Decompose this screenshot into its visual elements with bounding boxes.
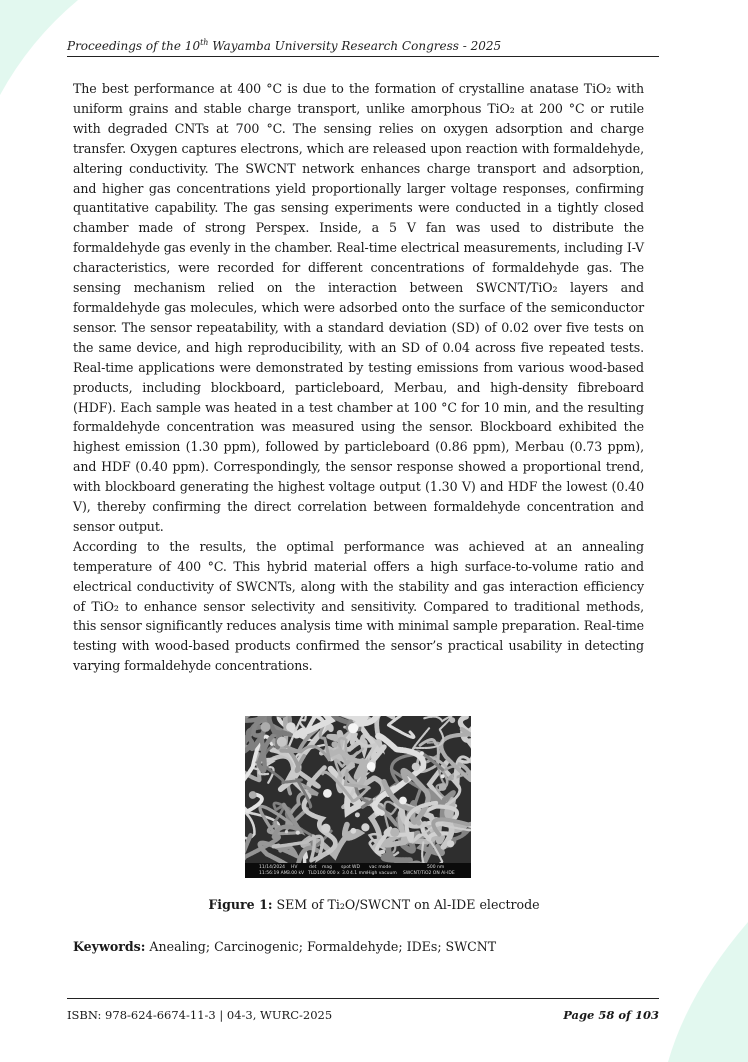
paragraph-results: The best performance at 400 °C is due to the formation of crystalline anatase TiO₂ with uniform grains and stable charge transport, unlike amorphous TiO₂ at 200 °C or rutile with degraded CNTs at 700 °C. The sensing relies on oxygen adsorption and charge transfer. Oxygen captures electrons, which are released upon reaction with formaldehyde, altering conductivity. The SWCNT network enhances charge transport and adsorption, and higher gas concentrations yield proportionally larger voltage responses, confirming quantitative capability. The gas sensing experiments were conducted in a tightly closed chamber made of strong Perspex. Inside, a 5 V fan was used to distribute the formaldehyde gas evenly in the chamber. Real-time electrical measurements, including I-V characteristics, were recorded for different concentrations of formaldehyde gas. The sensing mechanism relied on the interaction between SWCNT/TiO₂ layers and formaldehyde gas molecules, which were adsorbed onto the surface of the semiconductor sensor. The sensor repeatability, with a standard deviation (SD) of 0.02 over five tests on the same device, and high reproducibility, with an SD of 0.04 across five repeated tests. Real-time applications were demonstrated by testing emissions from various wood-based products, including blockboard, particleboard, Merbau, and high-density fibreboard (HDF). Each sample was heated in a test chamber at 100 °C for 10 min, and the resulting formaldehyde concentration was measured using the sensor. Blockboard exhibited the highest emission (1.30 ppm), followed by particleboard (0.86 ppm), Merbau (0.73 ppm), and HDF (0.40 ppm). Correspondingly, the sensor response showed a proportional trend, with blockboard generating the highest voltage output (1.30 V) and HDF the lowest (0.40 V), thereby confirming the direct correlation between formaldehyde concentration and sensor output. — [73, 81, 644, 534]
sem-time: 11:56:19 AM — [259, 871, 288, 876]
sem-wd: 4.1 mm — [350, 871, 368, 876]
sem-spot-label: spot — [341, 865, 351, 870]
sem-image — [245, 716, 471, 878]
corner-decoration-bottom — [628, 902, 748, 1062]
sem-mag-label: mag — [322, 865, 332, 870]
sem-scale: 500 nm — [427, 865, 445, 870]
header-title-prefix: Proceedings of the 10 — [67, 39, 201, 53]
paragraph-conclusion: According to the results, the optimal performance was achieved at an annealing temperature of 400 °C. This hybrid material offers a high surface-to-volume ratio and electrical conductivity of SWCNTs, along with the stability and gas interaction efficiency of TiO₂ to enhance sensor selectivity and sensitivity. Compared to traditional methods, this sensor significantly reduces analysis time with minimal sample preparation. Real-time testing with wood-based products confirmed the sensor’s practical usability in detecting varying formaldehyde concentrations. — [73, 538, 645, 674]
caption-label: Figure 1: — [208, 897, 273, 912]
sem-mode-label: vac mode — [369, 865, 392, 870]
keywords-label: Keywords: — [73, 939, 146, 954]
sem-spot: 3.0 — [342, 871, 350, 876]
sem-det: TLD — [308, 871, 317, 876]
sem-hv-label: HV — [291, 865, 298, 870]
sem-micrograph — [245, 716, 471, 863]
sem-mode: High vacuum — [367, 871, 397, 876]
running-header — [67, 38, 659, 57]
sem-wd-label: WD — [352, 865, 360, 870]
sem-hv: 3.00 kV — [287, 871, 305, 876]
sem-mag: 100 000 x — [317, 871, 340, 876]
sem-sample: SWCNT/TiO2 ON Al-IDE — [403, 871, 455, 876]
figure-caption — [0, 897, 748, 912]
keywords-text: Anealing; Carcinogenic; Formaldehyde; IDEs; SWCNT — [145, 939, 497, 954]
footer-page-number: Page 58 of 103 — [563, 1008, 659, 1022]
footer-isbn: ISBN: 978-624-6674-11-3 | 04-3, WURC-2025 — [67, 1008, 333, 1022]
sem-date: 11/14/2024 — [259, 865, 285, 870]
header-title-sup: th — [200, 38, 209, 47]
body-text — [73, 79, 644, 676]
keywords — [73, 939, 496, 954]
footer-rule — [67, 998, 659, 999]
header-title-suffix: Wayamba University Research Congress - 2025 — [208, 39, 502, 53]
caption-text: SEM of Ti₂O/SWCNT on Al-IDE electrode — [272, 897, 540, 912]
sem-det-label: det — [309, 865, 317, 870]
sem-info-bar — [245, 863, 471, 878]
